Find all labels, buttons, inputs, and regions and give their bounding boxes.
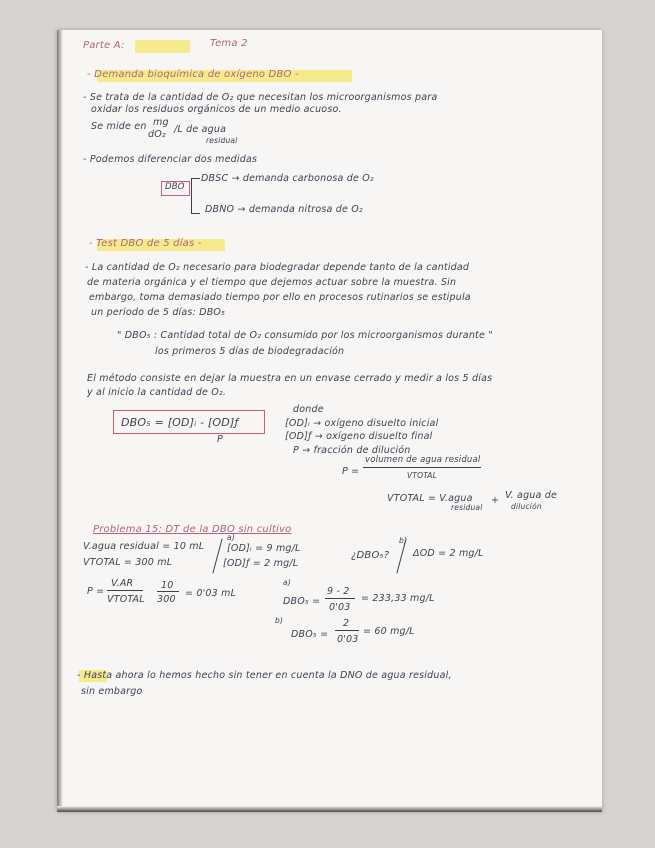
p-equation-numerator: volumen de agua residual bbox=[365, 455, 481, 465]
vtotal-right: V. agua de bbox=[505, 490, 558, 501]
unit-denominator: dO₂ bbox=[148, 129, 166, 140]
section1-text-line: - Se trata de la cantidad de O₂ que necesitan los microorganismos para bbox=[83, 92, 438, 103]
donde-item: [OD]ƒ → oxígeno disuelto final bbox=[285, 431, 433, 442]
dbo-label: DBO bbox=[165, 182, 185, 192]
vtotal-plus: + bbox=[491, 495, 500, 506]
binding-shadow bbox=[57, 30, 63, 812]
answer-a-label: a) bbox=[283, 578, 291, 587]
section2-text-line: y al inicio la cantidad de O₂. bbox=[87, 387, 227, 398]
answer-a-den: 0'03 bbox=[329, 602, 351, 613]
answer-b-label: b) bbox=[275, 616, 284, 625]
answer-a-fraction-line bbox=[325, 598, 355, 599]
formula-numerator: DBO₅ = [OD]ᵢ - [OD]ƒ bbox=[121, 416, 239, 429]
p-equation-fraction-line bbox=[363, 467, 481, 468]
p-calc-fraction-line bbox=[157, 591, 179, 592]
answer-b-result: = 60 mg/L bbox=[363, 626, 415, 637]
section1-title: - Demanda bioquímica de oxígeno DBO - bbox=[87, 69, 299, 80]
formula-denominator: P bbox=[217, 434, 223, 445]
p-equation-denominator: VTOTAL bbox=[407, 471, 438, 480]
problem-odf: [OD]ƒ = 2 mg/L bbox=[223, 558, 299, 569]
section1-text-line: oxidar los residuos orgánicos de un medio acuoso. bbox=[91, 104, 342, 115]
donde-item: [OD]ᵢ → oxígeno disuelto inicial bbox=[285, 418, 439, 429]
problem-label-b: b) bbox=[399, 536, 408, 545]
answer-a-left: DBO₅ = bbox=[283, 596, 321, 607]
definition-line: " DBO₅ : Cantidad total de O₂ consumido por los microorganismos durante " bbox=[117, 330, 493, 341]
header-tema: Tema 2 bbox=[210, 38, 248, 49]
p-calc-fraction-line bbox=[107, 590, 143, 591]
unit-rest: /L de agua bbox=[174, 124, 227, 135]
answer-b-fraction-line bbox=[335, 630, 359, 631]
dbo-carbonosa: DBSC → demanda carbonosa de O₂ bbox=[201, 173, 374, 184]
problem-given: VTOTAL = 300 mL bbox=[83, 557, 173, 568]
section2-text-line: - La cantidad de O₂ necesario para biodegradar depende tanto de la cantidad bbox=[85, 262, 470, 273]
problem-given: V.agua residual = 10 mL bbox=[83, 541, 205, 552]
vtotal-sub2: dilución bbox=[511, 502, 542, 511]
section2-text-line: un periodo de 5 días: DBO₅ bbox=[91, 307, 226, 318]
definition-line: los primeros 5 días de biodegradación bbox=[155, 346, 345, 357]
p-calc-result: = 0'03 mL bbox=[185, 588, 237, 599]
vtotal-sub1: residual bbox=[451, 503, 483, 512]
answer-b-left: DBO₅ = bbox=[291, 629, 329, 640]
donde-item: P → fracción de dilución bbox=[293, 445, 411, 456]
dbo-nitrosa: DBNO → demanda nitrosa de O₂ bbox=[205, 204, 363, 215]
problem-divider bbox=[212, 538, 222, 573]
header-highlight bbox=[135, 40, 190, 53]
p-calc-den2: 300 bbox=[157, 594, 176, 605]
vtotal-left: VTOTAL = V.agua bbox=[387, 493, 473, 504]
section2-text-line: embargo, toma demasiado tiempo por ello en procesos rutinarios se estipula bbox=[89, 292, 471, 303]
notebook-paper bbox=[57, 30, 602, 812]
bottom-shadow bbox=[57, 806, 602, 812]
p-calc-num: V.AR bbox=[111, 578, 134, 589]
header-parte: Parte A: bbox=[83, 40, 125, 51]
section2-title: - Test DBO de 5 días - bbox=[89, 238, 202, 249]
unit-subscript: residual bbox=[206, 136, 238, 145]
answer-b-den: 0'03 bbox=[337, 634, 359, 645]
problem-b-given: ΔOD = 2 mg/L bbox=[413, 548, 484, 559]
donde-label: donde bbox=[293, 404, 324, 415]
p-equation-left: P = bbox=[342, 466, 360, 477]
answer-a-num: 9 - 2 bbox=[327, 586, 350, 597]
p-calc-left: P = bbox=[87, 586, 105, 597]
section2-text-line: El método consiste en dejar la muestra en un envase cerrado y medir a los 5 días bbox=[87, 373, 493, 384]
problem-odi: [OD]ᵢ = 9 mg/L bbox=[227, 543, 301, 554]
problem-label-a: a) bbox=[227, 533, 235, 542]
unit-numerator: mg bbox=[153, 117, 169, 128]
footer-line: - Hasta ahora lo hemos hecho sin tener en cuenta la DNO de agua residual, bbox=[77, 670, 452, 681]
unit-text: Se mide en bbox=[91, 121, 147, 132]
footer-line: sin embargo bbox=[81, 686, 143, 697]
section2-text-line: de materia orgánica y el tiempo que dejemos actuar sobre la muestra. Sin bbox=[87, 277, 457, 288]
answer-a-result: = 233,33 mg/L bbox=[361, 593, 435, 604]
p-calc-num2: 10 bbox=[161, 580, 174, 591]
problem-title: Problema 15: DT de la DBO sin cultivo bbox=[93, 524, 292, 535]
problem-question: ¿DBO₅? bbox=[351, 550, 390, 561]
answer-b-num: 2 bbox=[343, 618, 350, 629]
section1-text-line: - Podemos diferenciar dos medidas bbox=[83, 154, 258, 165]
p-calc-den: VTOTAL bbox=[107, 594, 145, 605]
dbo-bracket bbox=[191, 178, 200, 214]
